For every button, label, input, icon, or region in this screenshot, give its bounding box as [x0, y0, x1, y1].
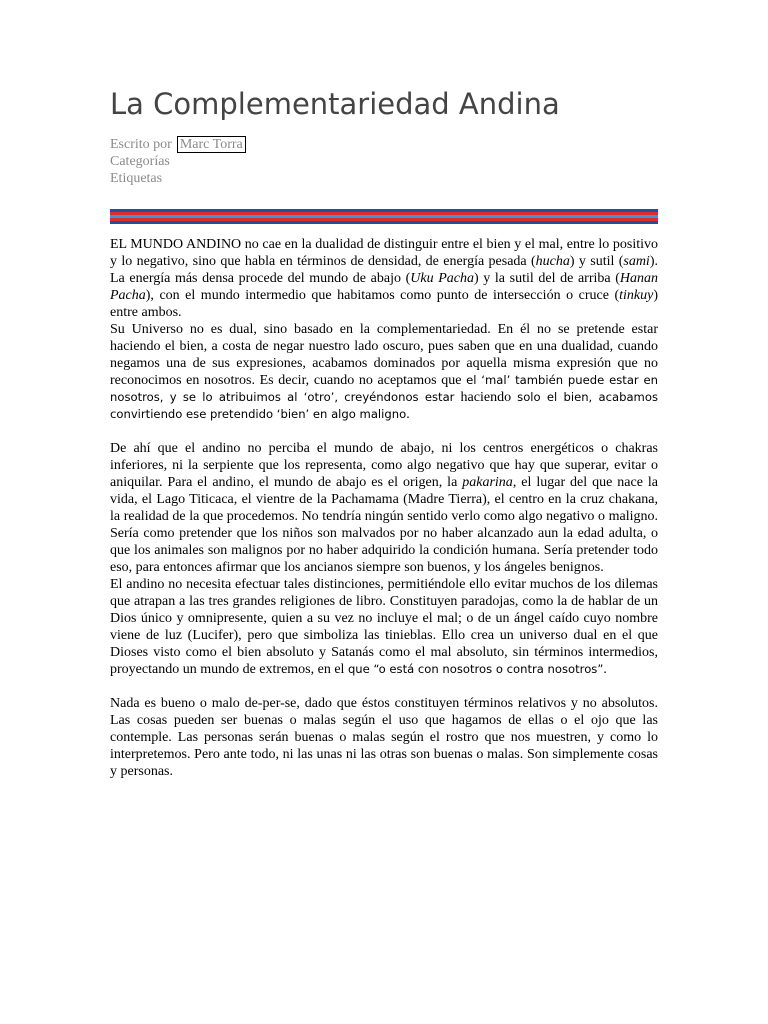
author-link[interactable]: Marc Torra	[177, 136, 246, 153]
stripe-5	[110, 221, 658, 224]
author-row	[110, 136, 658, 153]
tags-label: Etiquetas	[110, 171, 163, 186]
text-run: De ahí que el andino no perciba el mundo de abajo, ni los centros energéticos o chakras inferiores, ni la serpiente que los representa, como algo negativo que hay que superar, evitar o aniquilar. Para el andino, el mundo de abajo es el origen, la	[110, 441, 658, 490]
italic-term: pakarina	[462, 475, 513, 490]
italic-term: tinkuy	[619, 288, 654, 303]
italic-term: hucha	[535, 254, 570, 269]
text-run-alt-font: solo el bien, acabamos convirtiendo ese pretendido ‘bien’ en algo maligno	[110, 390, 658, 421]
text-run: ) y sutil (	[569, 254, 624, 269]
paragraph-2	[110, 321, 658, 423]
text-run: Nada es bueno o malo de-per-se, dado que éstos constituyen términos relativos y no absolutos. Las cosas pueden ser buenas o malas según el uso que hagamos de ellas o el ojo que las contemple. Las personas serán buenas o malas según el rostro que nos muestren, y como lo interpretemos. Pero ante todo, ni las unas ni las otras son buenas o malas. Son simplemente cosas y personas.	[110, 696, 658, 779]
text-run-alt-font: que “o está con nosotros o contra nosotros”	[347, 662, 604, 676]
text-run: El andino no necesita efectuar tales distinciones, permitiéndole ello evitar muchos de los dilemas que atrapan a las tres grandes religiones de libro. Constituyen paradojas, como la de hablar de un Dios único y omnipresente, quien a su vez no incluye el mal; o de un ángel caído cuyo nombre viene de luz (Lucifer), pero que simboliza las tinieblas. Ello crea un universo dual en el que Dioses visto como el bien absoluto y Satanás como el mal absoluto, sin términos intermedios, proyectando un mundo de extremos, en el	[110, 577, 658, 677]
written-by-label: Escrito por	[110, 137, 172, 152]
text-run: .	[603, 662, 607, 677]
text-run: ). La energía más densa procede del mundo de abajo (	[110, 254, 658, 286]
text-run: haciendo	[454, 390, 518, 405]
article-meta	[110, 136, 658, 187]
italic-term: Hanan Pacha	[110, 271, 658, 303]
text-run: Su Universo no es dual, sino basado en la complementariedad. En él no se pretende estar haciendo el bien, a costa de negar nuestro lado oscuro, pues saben que en una dualidad, cuando negamos una de sus expresiones, acabamos dominados por aquella misma expresión que no reconocimos en nosotros. Es decir, cuando no aceptamos que	[110, 322, 658, 388]
paragraph-3	[110, 440, 658, 576]
text-run-alt-font: el ‘mal’ también puede estar en nosotros, y se lo atribuimos al ‘otro’, creyéndonos estar	[110, 373, 658, 404]
text-run: EL MUNDO ANDINO no cae en la dualidad de distinguir entre el bien y el mal, entre lo positivo y lo negativo, sino que habla en términos de densidad, de energía pesada (	[110, 237, 658, 269]
paragraph-1	[110, 236, 658, 321]
text-run: ) entre ambos.	[110, 288, 658, 320]
text-run: .	[406, 407, 410, 422]
italic-term: Uku Pacha	[410, 271, 474, 286]
italic-term: sami	[623, 254, 650, 269]
decorative-stripe-divider	[110, 209, 658, 224]
article	[110, 84, 658, 780]
text-run: , el lugar del que nace la vida, el Lago Titicaca, el vientre de la Pachamama (Madre Tierra), el centro en la cruz chakana, la realidad de la que procedemos. No tendría ningún sentido verlo como algo negativo o maligno. Sería como pretender que los niños son malvados por no haber alcanzado aun la edad adulta, o que los animales son malignos por no haber adquirido la condición humana. Sería pretender todo eso, para entonces afirmar que los ancianos siempre son buenos, y los ángeles benignos.	[110, 475, 658, 575]
text-run: ) y la sutil del de arriba (	[473, 271, 620, 286]
paragraph-4	[110, 576, 658, 678]
text-run: ), con el mundo intermedio que habitamos como punto de intersección o cruce (	[145, 288, 620, 303]
article-body	[110, 236, 658, 780]
paragraph-5	[110, 695, 658, 780]
categories-label: Categorías	[110, 154, 170, 169]
page-title: La Complementariedad Andina	[110, 87, 560, 121]
